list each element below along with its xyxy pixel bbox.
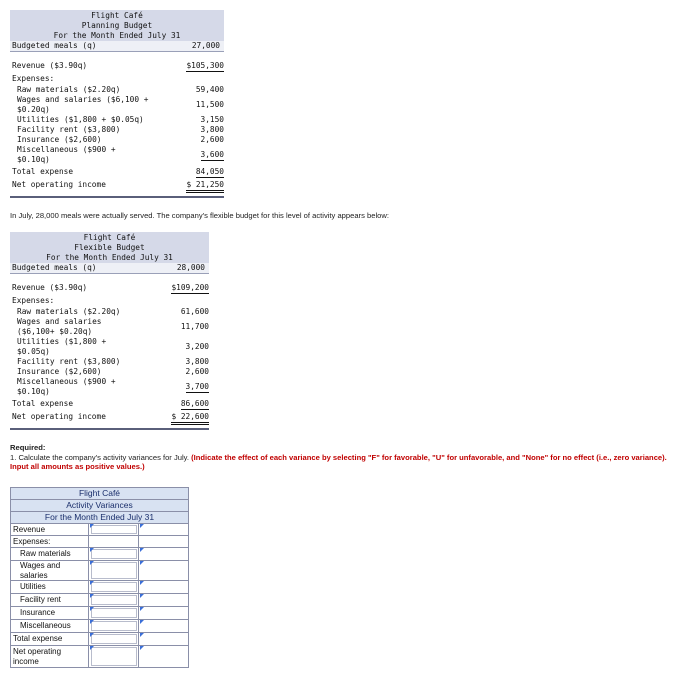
- input-marker-icon: [90, 633, 94, 637]
- variance-row: [10, 524, 189, 536]
- answer-period: For the Month Ended July 31: [10, 511, 189, 524]
- flexible-budget-header: [10, 232, 209, 263]
- variance-amount-cell: [89, 594, 138, 606]
- dropdown-marker-icon: [140, 561, 144, 565]
- input-marker-icon: [90, 607, 94, 611]
- variance-amount-cell: [89, 646, 138, 667]
- flexible-facility-value: 3,800: [185, 357, 209, 366]
- variance-effect-select[interactable]: [139, 633, 188, 645]
- variance-amount-input[interactable]: [91, 525, 136, 534]
- flexible-revenue-value: $109,200: [171, 283, 209, 292]
- variance-amount-input[interactable]: [91, 634, 136, 644]
- flexible-noi-row: [10, 412, 209, 425]
- variance-row-label: Facility rent: [11, 594, 89, 606]
- activity-variances-table: [10, 487, 189, 668]
- flexible-budget-table: [10, 232, 209, 430]
- variance-row-label: Utilities: [11, 581, 89, 593]
- flexible-wages-label: Wages and salaries ($6,100+ $0.20q): [17, 317, 102, 336]
- planning-total-row: [10, 167, 224, 178]
- variance-effect-select[interactable]: [139, 581, 188, 593]
- flexible-raw-row: [10, 307, 209, 317]
- variance-effect-select[interactable]: [139, 607, 188, 619]
- flexible-meals-row: [10, 263, 209, 273]
- required-instruction: (Indicate the effect of each variance by selecting "F" for favorable, "U" for unfavorable, and "None" for no effect (i.e., zero variance). Input all amounts as positive values.): [10, 452, 667, 471]
- required-item: 1. Calculate the company's activity variances for July.: [10, 452, 189, 462]
- flexible-total-label: Total expense: [12, 399, 74, 408]
- flexible-misc-value: 3,700: [185, 382, 209, 391]
- flexible-insurance-value: 2,600: [185, 367, 209, 376]
- variance-amount-input[interactable]: [91, 621, 136, 631]
- required-text: [10, 453, 670, 472]
- variance-effect-select[interactable]: [139, 594, 188, 606]
- variance-amount-cell: [89, 548, 138, 560]
- variance-amount-cell: [89, 561, 138, 580]
- dropdown-marker-icon: [140, 633, 144, 637]
- planning-wages-row: [10, 95, 224, 115]
- planning-insurance-row: [10, 135, 224, 145]
- dropdown-marker-icon: [140, 581, 144, 585]
- variance-row: [10, 607, 189, 620]
- flexible-insurance-row: [10, 367, 209, 377]
- variance-row-label: Net operating income: [11, 646, 89, 667]
- planning-utilities-label: Utilities ($1,800 + $0.05q): [17, 115, 144, 124]
- separator: [10, 196, 224, 198]
- variance-row-label: Insurance: [11, 607, 89, 619]
- planning-wages-value: 11,500: [195, 100, 224, 109]
- intro-paragraph: In July, 28,000 meals were actually served. The company's flexible budget for this level of activity appears below:: [10, 211, 389, 220]
- dropdown-marker-icon: [140, 607, 144, 611]
- flexible-meals-label: Budgeted meals (q): [12, 263, 97, 272]
- planning-period: For the Month Ended July 31: [53, 31, 181, 40]
- planning-facility-row: [10, 125, 224, 135]
- variance-row: [10, 594, 189, 607]
- input-marker-icon: [90, 646, 94, 650]
- variance-amount-cell: [89, 581, 138, 593]
- variance-row: [10, 561, 189, 581]
- variance-row-label: Total expense: [11, 633, 89, 645]
- planning-total-value: 84,050: [195, 167, 224, 176]
- variance-amount-cell: [89, 620, 138, 632]
- variance-row: [10, 620, 189, 633]
- dropdown-marker-icon: [140, 620, 144, 624]
- variance-row: [10, 633, 189, 646]
- variance-row: [10, 646, 189, 668]
- required-heading: Required:: [10, 443, 46, 452]
- planning-raw-row: [10, 85, 224, 95]
- variance-amount-cell: [89, 536, 138, 547]
- variance-amount-cell: [89, 633, 138, 645]
- variance-effect-select[interactable]: [139, 561, 188, 580]
- planning-revenue-row: [10, 61, 224, 72]
- flexible-wages-value: 11,700: [180, 322, 209, 331]
- flexible-raw-label: Raw materials ($2.20q): [17, 307, 121, 316]
- flexible-noi-label: Net operating income: [12, 412, 106, 421]
- flexible-misc-label: Miscellaneous ($900 + $0.10q): [17, 377, 116, 396]
- flexible-expenses-row: [10, 296, 209, 306]
- input-marker-icon: [90, 620, 94, 624]
- input-marker-icon: [90, 548, 94, 552]
- separator: [10, 428, 209, 430]
- planning-noi-value: $ 21,250: [186, 180, 224, 193]
- dropdown-marker-icon: [140, 524, 144, 528]
- flexible-utilities-label: Utilities ($1,800 + $0.05q): [17, 337, 107, 356]
- planning-utilities-row: [10, 115, 224, 125]
- answer-rows: [10, 524, 189, 668]
- planning-meals-label: Budgeted meals (q): [12, 41, 97, 50]
- flexible-expenses-label: Expenses:: [12, 296, 55, 305]
- variance-amount-input[interactable]: [91, 582, 136, 592]
- variance-effect-select[interactable]: [139, 524, 188, 535]
- flexible-revenue-row: [10, 283, 209, 294]
- planning-misc-label: Miscellaneous ($900 + $0.10q): [17, 145, 116, 164]
- planning-insurance-label: Insurance ($2,600): [17, 135, 102, 144]
- planning-meals-row: [10, 41, 224, 51]
- flexible-company: Flight Café: [83, 233, 136, 242]
- planning-expenses-label: Expenses:: [12, 74, 55, 83]
- planning-noi-label: Net operating income: [12, 180, 106, 189]
- planning-facility-label: Facility rent ($3,800): [17, 125, 121, 134]
- planning-title: Planning Budget: [81, 21, 153, 30]
- planning-insurance-value: 2,600: [200, 135, 224, 144]
- flexible-utilities-row: [10, 337, 209, 357]
- input-marker-icon: [90, 561, 94, 565]
- flexible-noi-value: $ 22,600: [171, 412, 209, 425]
- planning-noi-row: [10, 180, 224, 193]
- variance-row-label: Wages and salaries: [11, 561, 89, 580]
- variance-amount-cell: [89, 524, 138, 535]
- planning-total-label: Total expense: [12, 167, 74, 176]
- variance-amount-input[interactable]: [91, 549, 136, 559]
- variance-row-label: Miscellaneous: [11, 620, 89, 632]
- planning-utilities-value: 3,150: [200, 115, 224, 124]
- planning-revenue-label: Revenue ($3.90q): [12, 61, 88, 70]
- input-marker-icon: [90, 594, 94, 598]
- variance-row-label: Revenue: [11, 524, 89, 535]
- planning-budget-table: [10, 10, 224, 198]
- flexible-utilities-value: 3,200: [185, 342, 209, 351]
- flexible-total-row: [10, 399, 209, 410]
- planning-revenue-value: $105,300: [186, 61, 224, 70]
- flexible-total-value: 86,600: [180, 399, 209, 408]
- variance-effect-cell: [139, 536, 188, 547]
- flexible-title: Flexible Budget: [74, 243, 145, 252]
- planning-wages-label: Wages and salaries ($6,100 + $0.20q): [17, 95, 149, 114]
- variance-row: [10, 548, 189, 561]
- variance-amount-input[interactable]: [91, 562, 136, 579]
- variance-row: [10, 536, 189, 548]
- variance-amount-input[interactable]: [91, 608, 136, 618]
- dropdown-marker-icon: [140, 646, 144, 650]
- variance-effect-select[interactable]: [139, 548, 188, 560]
- planning-misc-value: 3,600: [200, 150, 224, 159]
- planning-budget-header: [10, 10, 224, 41]
- flexible-insurance-label: Insurance ($2,600): [17, 367, 102, 376]
- variance-row-label: Raw materials: [11, 548, 89, 560]
- planning-raw-value: 59,400: [195, 85, 224, 94]
- variance-effect-select[interactable]: [139, 646, 188, 667]
- planning-meals-value: 27,000: [191, 41, 220, 50]
- variance-effect-select[interactable]: [139, 620, 188, 632]
- flexible-meals-value: 28,000: [176, 263, 205, 272]
- input-marker-icon: [90, 524, 94, 528]
- variance-amount-cell: [89, 607, 138, 619]
- flexible-wages-row: [10, 317, 209, 337]
- flexible-facility-row: [10, 357, 209, 367]
- flexible-raw-value: 61,600: [180, 307, 209, 316]
- flexible-misc-row: [10, 377, 209, 397]
- dropdown-marker-icon: [140, 548, 144, 552]
- answer-title: Activity Variances: [10, 499, 189, 511]
- dropdown-marker-icon: [140, 594, 144, 598]
- variance-row-label: Expenses:: [11, 536, 89, 547]
- variance-amount-input[interactable]: [91, 647, 136, 666]
- planning-raw-label: Raw materials ($2.20q): [17, 85, 121, 94]
- required-section: [10, 443, 670, 472]
- flexible-period: For the Month Ended July 31: [46, 253, 173, 262]
- flexible-revenue-label: Revenue ($3.90q): [12, 283, 88, 292]
- planning-expenses-row: [10, 74, 224, 84]
- planning-misc-row: [10, 145, 224, 165]
- planning-facility-value: 3,800: [200, 125, 224, 134]
- variance-row: [10, 581, 189, 594]
- flexible-facility-label: Facility rent ($3,800): [17, 357, 121, 366]
- planning-company: Flight Café: [91, 11, 143, 20]
- input-marker-icon: [90, 581, 94, 585]
- answer-company: Flight Café: [10, 487, 189, 499]
- variance-amount-input[interactable]: [91, 595, 136, 605]
